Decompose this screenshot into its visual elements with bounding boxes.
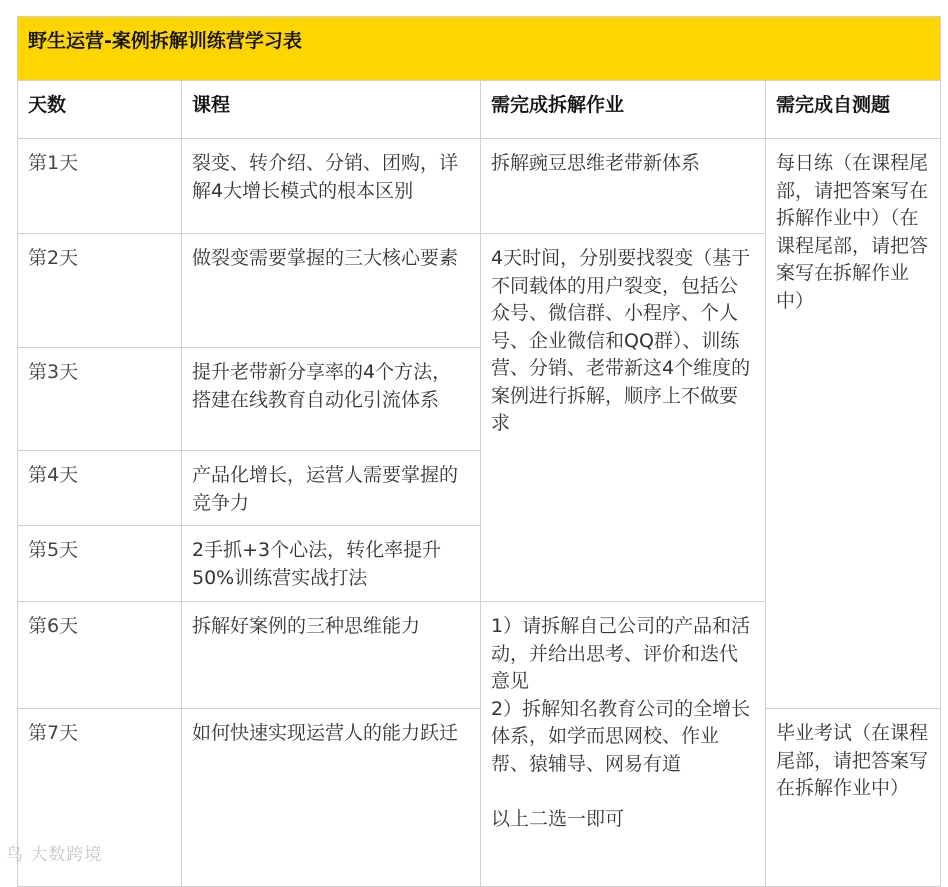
homework-cell xyxy=(481,602,766,887)
header-day: 天数 xyxy=(18,81,182,139)
header-homework: 需完成拆解作业 xyxy=(481,81,766,139)
course-cell: 裂变、转介绍、分销、团购，详解4大增长模式的根本区别 xyxy=(182,139,481,234)
header-course: 课程 xyxy=(182,81,481,139)
day-cell: 第3天 xyxy=(18,348,182,451)
homework-cell: 4天时间，分别要找裂变（基于不同载体的用户裂变，包括公众号、微信群、小程序、个人号、企业微信和QQ群）、训练营、分销、老带新这4个维度的案例进行拆解，顺序上不做要求 xyxy=(481,234,766,602)
study-schedule-table xyxy=(17,16,941,887)
table-row xyxy=(18,139,941,234)
course-cell: 如何快速实现运营人的能力跃迁 xyxy=(182,709,481,887)
table-title: 野生运营-案例拆解训练营学习表 xyxy=(18,17,941,81)
selftest-cell: 毕业考试（在课程尾部，请把答案写在拆解作业中） xyxy=(766,709,941,887)
day-cell: 第4天 xyxy=(18,451,182,526)
day-cell: 第2天 xyxy=(18,234,182,348)
homework-option-2: 2）拆解知名教育公司的全增长体系，如学而思网校、作业帮、猿辅导、网易有道 xyxy=(491,697,751,775)
watermark-logo: 鸟 大数跨境 xyxy=(6,845,103,865)
course-cell: 2手抓+3个心法，转化率提升50%训练营实战打法 xyxy=(182,526,481,602)
course-cell: 拆解好案例的三种思维能力 xyxy=(182,602,481,709)
day-cell: 第6天 xyxy=(18,602,182,709)
header-row xyxy=(18,81,941,139)
homework-option-1: 1）请拆解自己公司的产品和活动，并给出思考、评价和迭代意见 xyxy=(491,615,751,693)
homework-note: 以上二选一即可 xyxy=(491,808,625,831)
course-cell: 做裂变需要掌握的三大核心要素 xyxy=(182,234,481,348)
day-cell: 第5天 xyxy=(18,526,182,602)
header-selftest: 需完成自测题 xyxy=(766,81,941,139)
table-row xyxy=(18,709,941,887)
course-cell: 产品化增长，运营人需要掌握的竞争力 xyxy=(182,451,481,526)
selftest-cell: 每日练（在课程尾部，请把答案写在拆解作业中）（在课程尾部，请把答案写在拆解作业中） xyxy=(766,139,941,709)
day-cell: 第1天 xyxy=(18,139,182,234)
homework-cell: 拆解豌豆思维老带新体系 xyxy=(481,139,766,234)
day-cell: 第7天 xyxy=(18,709,182,887)
course-cell: 提升老带新分享率的4个方法，搭建在线教育自动化引流体系 xyxy=(182,348,481,451)
title-row xyxy=(18,17,941,81)
